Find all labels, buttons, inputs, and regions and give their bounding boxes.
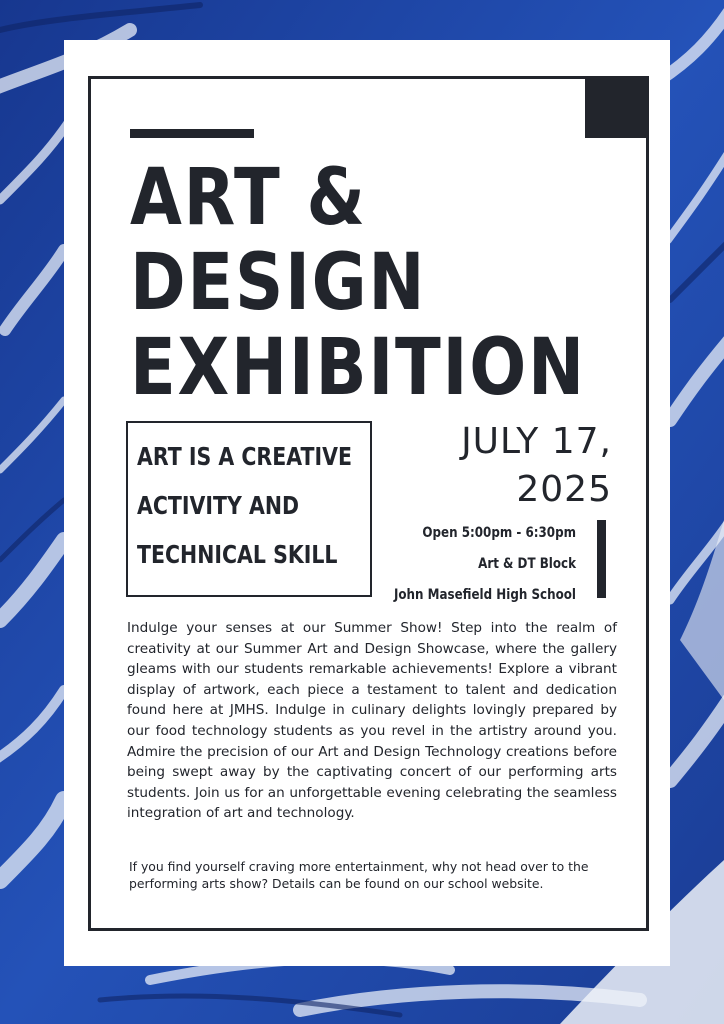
poster-title (130, 153, 586, 413)
description-paragraph: Indulge your senses at our Summer Show! Step into the realm of creativity at our Summer Art and Design Showcase, where the gallery gleams with our students remarkable achievements! Explore a vibrant display of artwork, each piece a testament to talent and dedication found here at JMHS. Indulge in culinary delights lovingly prepared by our food technology students as you revel in the artistry around you. Admire the precision of our Art and Design Technology creations before being swept away by the captivating concert of our performing arts students. Join us for an unforgettable evening celebrating the seamless integration of art and technology. (127, 620, 617, 822)
event-hours: Open 5:00pm - 6:30pm (422, 525, 576, 541)
footer-note: If you find yourself craving more entertainment, why not head over to the performing arts show? Details can be found on our school website. (129, 859, 589, 891)
tagline-line: ART IS A CREATIVE (137, 442, 352, 471)
date-line: JULY 17, (461, 421, 612, 462)
date-line: 2025 (516, 469, 612, 510)
tagline-line: TECHNICAL SKILL (137, 540, 338, 569)
event-details (336, 518, 576, 611)
title-line: DESIGN (130, 238, 427, 328)
title-line: ART & (130, 153, 367, 243)
event-school: John Masefield High School (393, 587, 576, 603)
title-accent-bar (130, 129, 254, 138)
poster-page (64, 40, 670, 966)
tagline-line: ACTIVITY AND (137, 491, 300, 520)
details-accent-bar (597, 520, 606, 598)
title-line: EXHIBITION (130, 323, 586, 413)
event-location: Art & DT Block (478, 556, 576, 572)
event-date (392, 418, 612, 514)
corner-square-decoration (585, 76, 647, 138)
